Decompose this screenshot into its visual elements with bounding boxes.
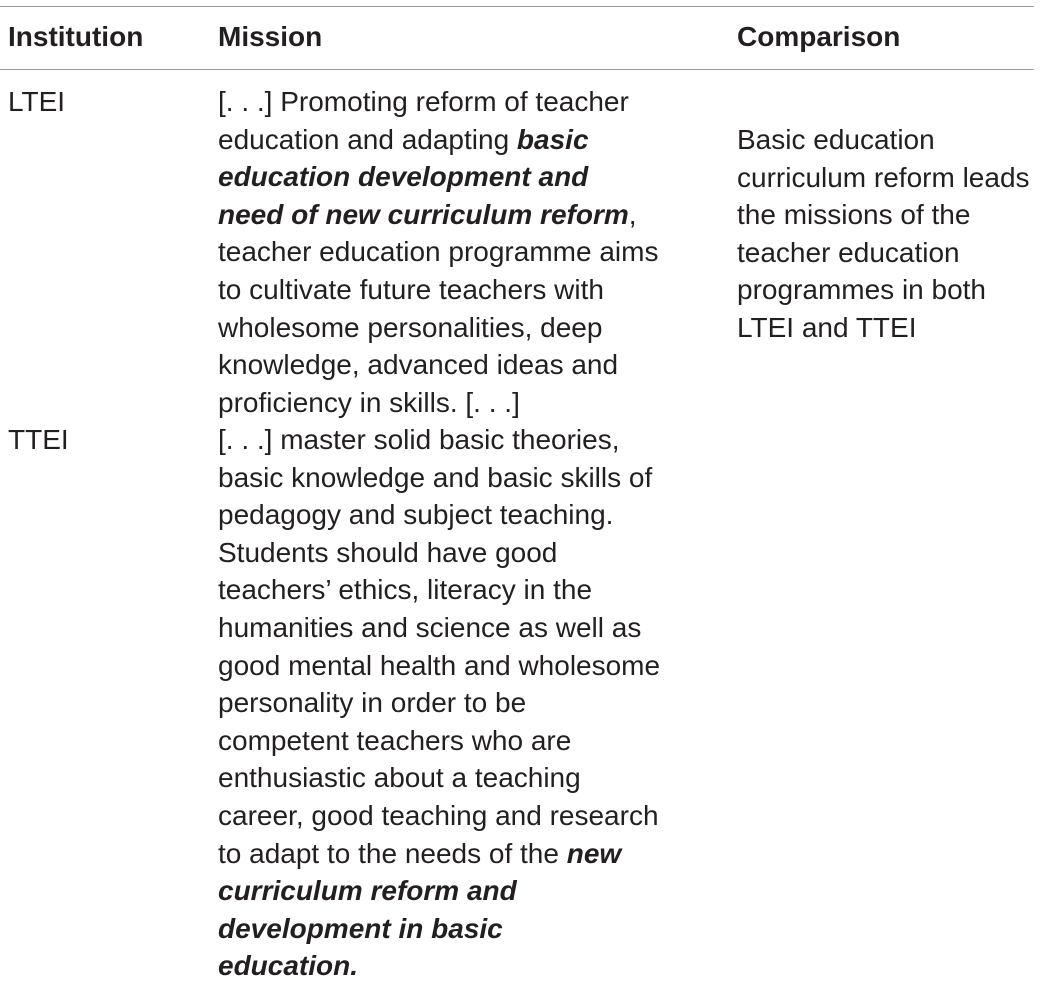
table-top-rule (0, 6, 1034, 7)
mission-emphasis: development in basic (218, 912, 503, 944)
header-comparison: Comparison (737, 21, 901, 52)
row-ltei-mission (218, 83, 688, 421)
mission-line: good mental health and wholesome (218, 649, 661, 681)
mission-emphasis: new (566, 837, 622, 869)
header-rule (0, 69, 1034, 70)
mission-line: [. . .] master solid basic theories, (218, 424, 620, 455)
header-institution: Institution (8, 21, 144, 52)
mission-line: teacher education programme aims (218, 236, 659, 268)
mission-emphasis: need of new curriculum reform (218, 198, 629, 230)
comparison-line: LTEI and TTEI (737, 311, 917, 343)
mission-text: , (628, 198, 637, 230)
mission-line: enthusiastic about a teaching (218, 762, 581, 794)
mission-line: personality in order to be (218, 687, 527, 719)
comparison-line: curriculum reform leads (737, 161, 1030, 193)
row-ltei-institution: LTEI (8, 86, 66, 117)
mission-emphasis: basic (516, 123, 589, 155)
comparison-line: programmes in both (737, 274, 987, 306)
mission-line: pedagogy and subject teaching. (218, 499, 614, 531)
row-ltei-comparison (737, 121, 1037, 347)
comparison-line: Basic education (737, 124, 935, 155)
mission-text: to adapt to the needs of the (218, 837, 567, 869)
comparison-line: teacher education (737, 236, 960, 268)
mission-line: humanities and science as well as (218, 611, 642, 643)
mission-line: knowledge, advanced ideas and (218, 349, 619, 381)
mission-emphasis: education development and (218, 161, 589, 193)
mission-emphasis: education. (218, 950, 359, 982)
mission-line (218, 196, 688, 234)
mission-line: teachers’ ethics, literacy in the (218, 574, 593, 606)
mission-line: competent teachers who are (218, 724, 572, 756)
mission-line: proficiency in skills. [. . .] (218, 386, 520, 418)
mission-line: basic knowledge and basic skills of (218, 461, 653, 493)
comparison-line: the missions of the (737, 199, 971, 231)
mission-line: [. . .] Promoting reform of teacher (218, 86, 629, 117)
mission-line: to cultivate future teachers with (218, 273, 604, 305)
row-ttei-institution: TTEI (8, 424, 69, 455)
mission-emphasis: curriculum reform and (218, 875, 517, 907)
mission-line: career, good teaching and research (218, 799, 659, 831)
mission-line: wholesome personalities, deep (218, 311, 603, 343)
row-ttei-mission (218, 421, 688, 985)
mission-text: education and adapting (218, 123, 517, 155)
mission-line (218, 835, 688, 873)
mission-line: Students should have good (218, 536, 558, 568)
mission-line (218, 121, 688, 159)
header-mission: Mission (218, 21, 323, 52)
